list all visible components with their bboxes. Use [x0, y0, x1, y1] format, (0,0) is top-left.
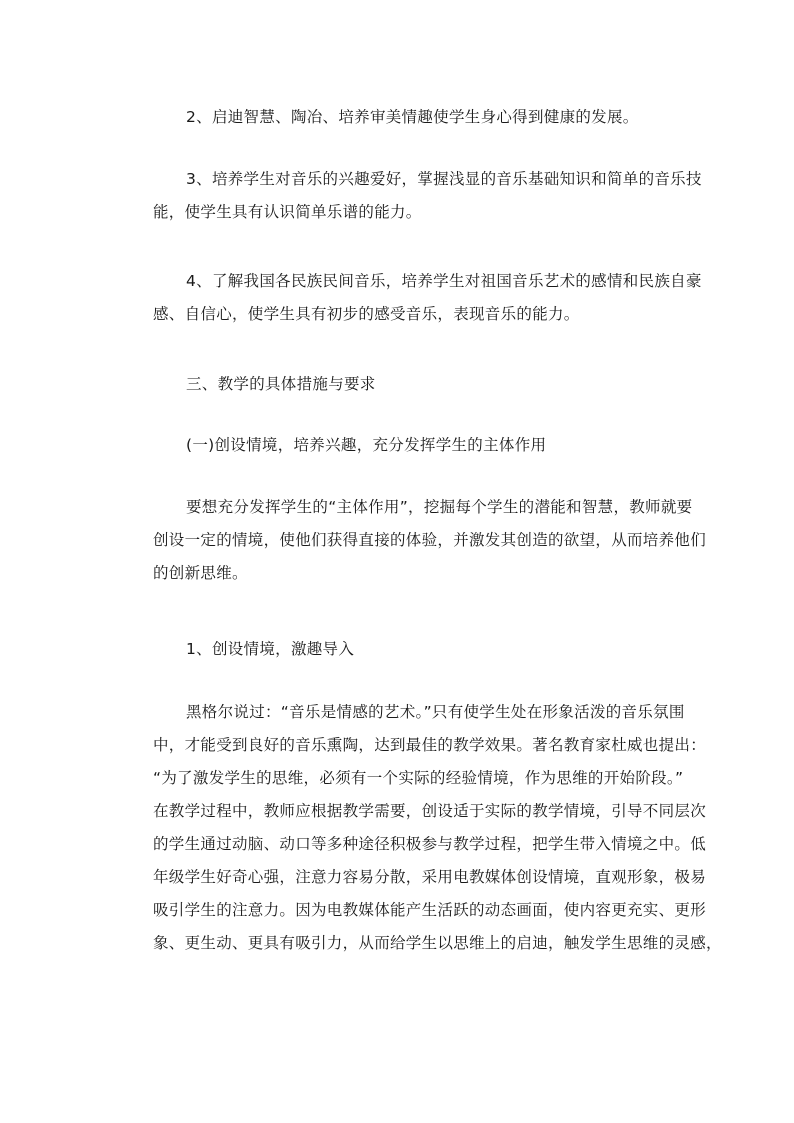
text-line: 黑格尔说过：“音乐是情感的艺术。”只有使学生处在形象活泼的音乐氛围 — [186, 703, 685, 721]
text-line: 2、启迪智慧、陶冶、培养审美情趣使学生身心得到健康的发展。 — [186, 108, 639, 126]
text-line: 4、了解我国各民族民间音乐，培养学生对祖国音乐艺术的感情和民族自豪 — [186, 272, 702, 290]
section-heading-text: 三、教学的具体措施与要求 — [186, 375, 376, 393]
item-heading-text: 1、创设情境，激趣导入 — [186, 640, 355, 658]
text-line: “为了激发学生的思维，必须有一个实际的经验情境，作为思维的开始阶段。” — [153, 769, 684, 787]
objective-2-paragraph — [120, 101, 678, 134]
text-line: 创设一定的情境，使他们获得直接的体验，并激发其创造的欲望，从而培养他们 — [153, 531, 707, 549]
objective-4-paragraph — [120, 265, 702, 331]
item-heading — [120, 633, 678, 666]
hegel-quote-paragraph — [120, 696, 722, 960]
text-line: 中，才能受到良好的音乐熏陶，达到最佳的教学效果。著名教育家杜威也提出： — [153, 736, 707, 754]
text-line: 象、更生动、更具有吸引力，从而给学生以思维上的启迪，触发学生思维的灵感， — [153, 934, 722, 952]
text-line: 吸引学生的注意力。因为电教媒体能产生活跃的动态画面，使内容更充实、更形 — [153, 901, 707, 919]
text-line: 3、培养学生对音乐的兴趣爱好，掌握浅显的音乐基础知识和简单的音乐技 — [186, 170, 702, 188]
text-line: 在教学过程中，教师应根据教学需要，创设适于实际的教学情境，引导不同层次 — [153, 802, 707, 820]
subsection-heading-text: (一)创设情境，培养兴趣，充分发挥学生的主体作用 — [186, 436, 547, 454]
text-line: 感、自信心，使学生具有初步的感受音乐，表现音乐的能力。 — [153, 305, 580, 323]
text-line: 能，使学生具有认识简单乐谱的能力。 — [153, 203, 422, 221]
text-line: 年级学生好奇心强，注意力容易分散，采用电教媒体创设情境，直观形象，极易 — [153, 868, 707, 886]
objective-3-paragraph — [120, 163, 702, 229]
document-page — [120, 0, 722, 1123]
text-line: 的创新思维。 — [153, 564, 248, 582]
subsection-heading — [120, 429, 678, 462]
section-heading — [120, 368, 678, 401]
text-line: 要想充分发挥学生的“主体作用”，挖掘每个学生的潜能和智慧，教师就要 — [186, 498, 693, 516]
text-line: 的学生通过动脑、动口等多种途径积极参与教学过程，把学生带入情境之中。低 — [153, 835, 707, 853]
subjectivity-paragraph — [120, 491, 707, 590]
